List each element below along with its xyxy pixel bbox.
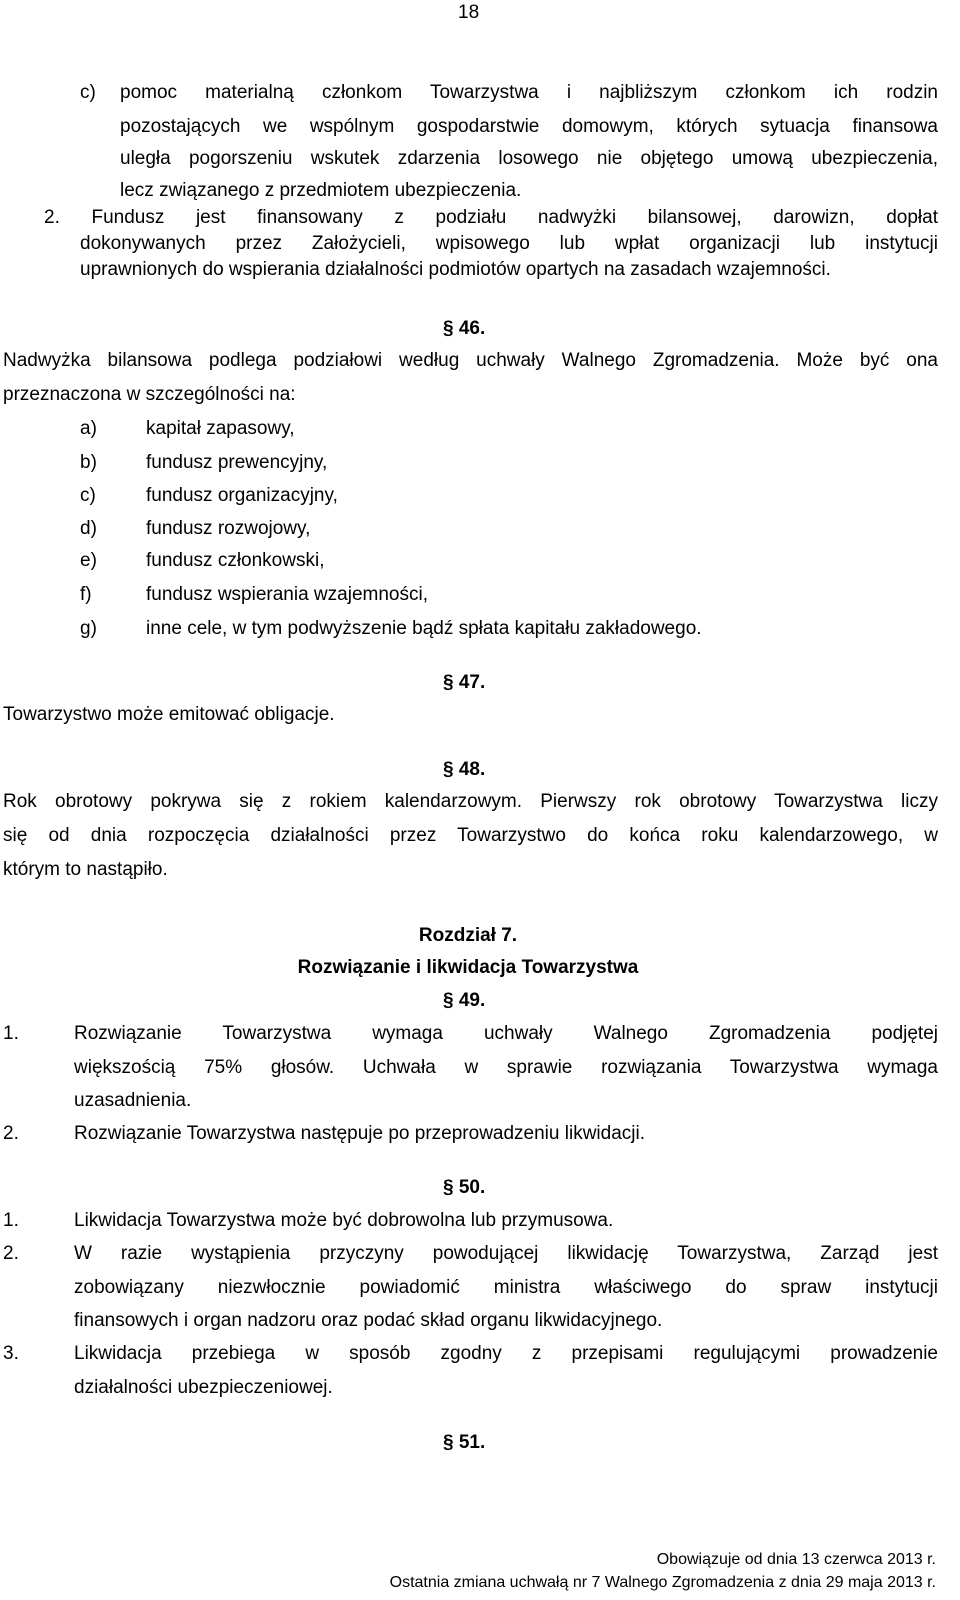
- paragraph-line: uległa pogorszeniu wskutek zdarzenia losowego nie objętego umową ubezpieczenia,: [120, 148, 938, 169]
- paragraph-line: Likwidacja Towarzystwa może być dobrowolna lub przymusowa.: [74, 1210, 614, 1231]
- paragraph-line: pomoc materialną członkom Towarzystwa i najbliższym członkom ich rodzin: [120, 82, 938, 103]
- section-heading: § 50.: [443, 1177, 486, 1198]
- list-marker: 2.: [3, 1123, 19, 1144]
- list-item: fundusz organizacyjny,: [146, 485, 338, 506]
- list-marker: c): [80, 82, 96, 103]
- paragraph-line: przeznaczona w szczególności na:: [3, 384, 296, 405]
- paragraph-line: Rozwiązanie Towarzystwa wymaga uchwały Walnego Zgromadzenia podjętej: [74, 1023, 938, 1044]
- list-item: kapitał zapasowy,: [146, 418, 295, 439]
- paragraph-line: Rok obrotowy pokrywa się z rokiem kalendarzowym. Pierwszy rok obrotowy Towarzystwa liczy: [3, 791, 938, 812]
- paragraph-line: pozostających we wspólnym gospodarstwie domowym, których sytuacja finansowa: [120, 116, 938, 137]
- paragraph-line: Nadwyżka bilansowa podlega podziałowi według uchwały Walnego Zgromadzenia. Może być ona: [3, 350, 938, 371]
- list-marker: g): [80, 618, 97, 639]
- list-marker: a): [80, 418, 97, 439]
- list-marker: 1.: [3, 1023, 19, 1044]
- list-marker: 1.: [3, 1210, 19, 1231]
- paragraph-line: większością 75% głosów. Uchwała w sprawie rozwiązania Towarzystwa wymaga: [74, 1057, 938, 1078]
- list-item: inne cele, w tym podwyższenie bądź spłata kapitału zakładowego.: [146, 618, 702, 639]
- paragraph-line: Likwidacja przebiega w sposób zgodny z przepisami regulującymi prowadzenie: [74, 1343, 938, 1364]
- list-marker: c): [80, 485, 96, 506]
- paragraph-line: uzasadnienia.: [74, 1090, 192, 1111]
- footer-last-amendment: Ostatnia zmiana uchwałą nr 7 Walnego Zgromadzenia z dnia 29 maja 2013 r.: [389, 1574, 936, 1591]
- list-item: fundusz członkowski,: [146, 550, 325, 571]
- paragraph-line: lecz związanego z przedmiotem ubezpieczenia.: [120, 180, 522, 201]
- paragraph-line: działalności ubezpieczeniowej.: [74, 1377, 333, 1398]
- page-number: 18: [458, 2, 480, 23]
- paragraph-line: uprawnionych do wspierania działalności podmiotów opartych na zasadach wzajemności.: [80, 259, 831, 280]
- paragraph-line: dokonywanych przez Założycieli, wpisowego lub wpłat organizacji lub instytucji: [80, 233, 938, 254]
- chapter-title: Rozwiązanie i likwidacja Towarzystwa: [297, 957, 639, 978]
- paragraph-line: Towarzystwo może emitować obligacje.: [3, 704, 335, 725]
- section-heading: § 51.: [443, 1432, 486, 1453]
- list-marker: e): [80, 550, 97, 571]
- section-heading: § 49.: [443, 990, 486, 1011]
- list-item: fundusz prewencyjny,: [146, 452, 328, 473]
- paragraph-line: W razie wystąpienia przyczyny powodującej likwidację Towarzystwa, Zarząd jest: [74, 1243, 938, 1264]
- list-item: fundusz wspierania wzajemności,: [146, 584, 428, 605]
- list-marker: d): [80, 518, 97, 539]
- paragraph-line: 2. Fundusz jest finansowany z podziału nadwyżki bilansowej, darowizn, dopłat: [44, 207, 938, 228]
- list-item: fundusz rozwojowy,: [146, 518, 311, 539]
- section-heading: § 46.: [443, 318, 486, 339]
- footer-effective-date: Obowiązuje od dnia 13 czerwca 2013 r.: [656, 1551, 936, 1568]
- paragraph-line: zobowiązany niezwłocznie powiadomić ministra właściwego do spraw instytucji: [74, 1277, 938, 1298]
- list-marker: f): [80, 584, 92, 605]
- paragraph-line: się od dnia rozpoczęcia działalności przez Towarzystwo do końca roku kalendarzowego, w: [3, 825, 938, 846]
- section-heading: § 47.: [443, 672, 486, 693]
- list-marker: b): [80, 452, 97, 473]
- section-heading: § 48.: [443, 759, 486, 780]
- paragraph-line: którym to nastąpiło.: [3, 859, 168, 880]
- paragraph-line: Rozwiązanie Towarzystwa następuje po przeprowadzeniu likwidacji.: [74, 1123, 645, 1144]
- paragraph-line: finansowych i organ nadzoru oraz podać skład organu likwidacyjnego.: [74, 1310, 663, 1331]
- chapter-number: Rozdział 7.: [418, 925, 518, 946]
- list-marker: 2.: [3, 1243, 19, 1264]
- list-marker: 3.: [3, 1343, 19, 1364]
